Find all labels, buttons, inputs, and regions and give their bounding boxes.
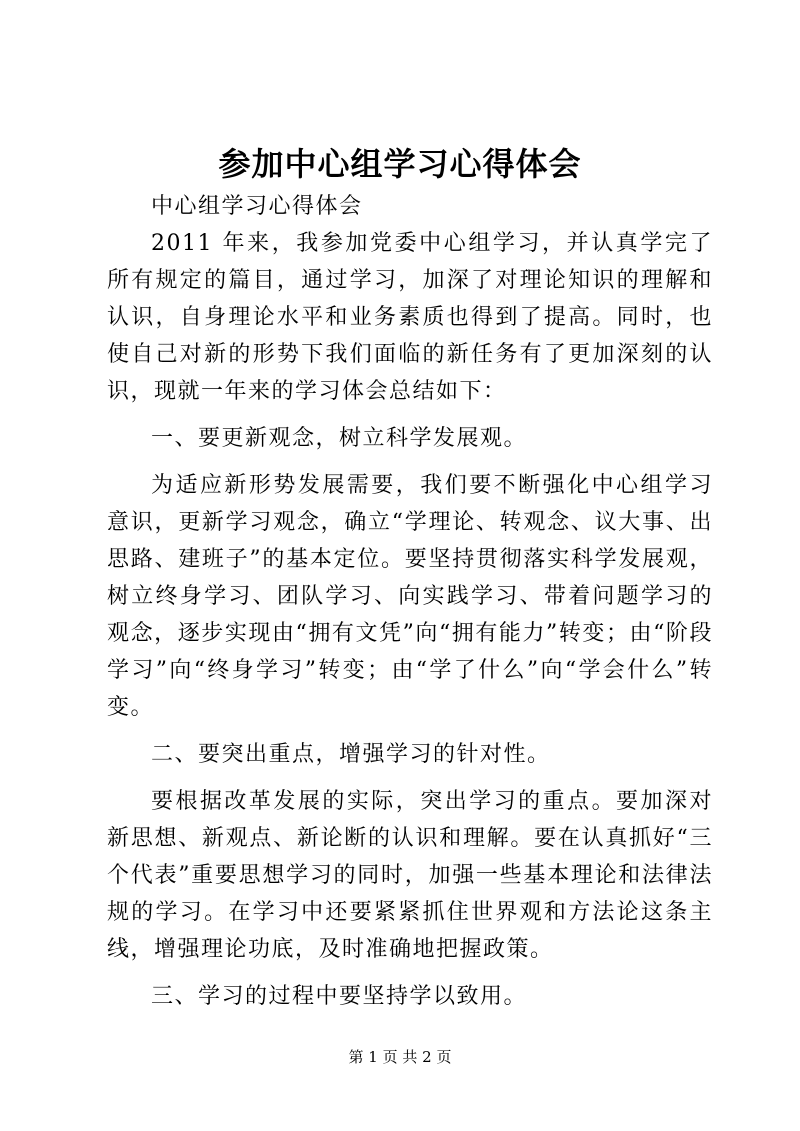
section-heading-2: 二、要突出重点，增强学习的针对性。 <box>151 742 551 767</box>
document-body <box>107 188 713 1015</box>
page-number-footer: 第 1 页 共 2 页 <box>348 1048 452 1066</box>
section-paragraph-1: 为适应新形势发展需要，我们要不断强化中心组学习意识，更新学习观念，确立“学理论、转观念、议大事、出思路、建班子”的基本定位。要坚持贯彻落实科学发展观，树立终身学习、团队学习、向实践学习、带着问题学习的观念，逐步实现由“拥有文凭”向“拥有能力”转变；由“阶段学习”向“终身学习”转变；由“学了什么”向“学会什么”转变。 <box>107 473 713 720</box>
section-paragraph-2: 要根据改革发展的实际，突出学习的重点。要加深对新思想、新观点、新论断的认识和理解。要在认真抓好“三个代表”重要思想学习的同时，加强一些基本理论和法律法规的学习。在学习中还要紧紧抓住世界观和方法论这条主线，增强理论功底，及时准确地把握政策。 <box>107 789 713 962</box>
subtitle-paragraph: 中心组学习心得体会 <box>151 194 363 219</box>
document-title: 参加中心组学习心得体会 <box>218 145 582 183</box>
intro-paragraph: 2011 年来，我参加党委中心组学习，并认真学完了所有规定的篇目，通过学习，加深了对理论知识的理解和认识，自身理论水平和业务素质也得到了提高。同时，也使自己对新的形势下我们面临的新任务有了更加深刻的认识，现就一年来的学习体会总结如下： <box>107 231 713 404</box>
section-heading-1: 一、要更新观念，树立科学发展观。 <box>151 426 528 451</box>
section-heading-3: 三、学习的过程中要坚持学以致用。 <box>151 984 528 1009</box>
